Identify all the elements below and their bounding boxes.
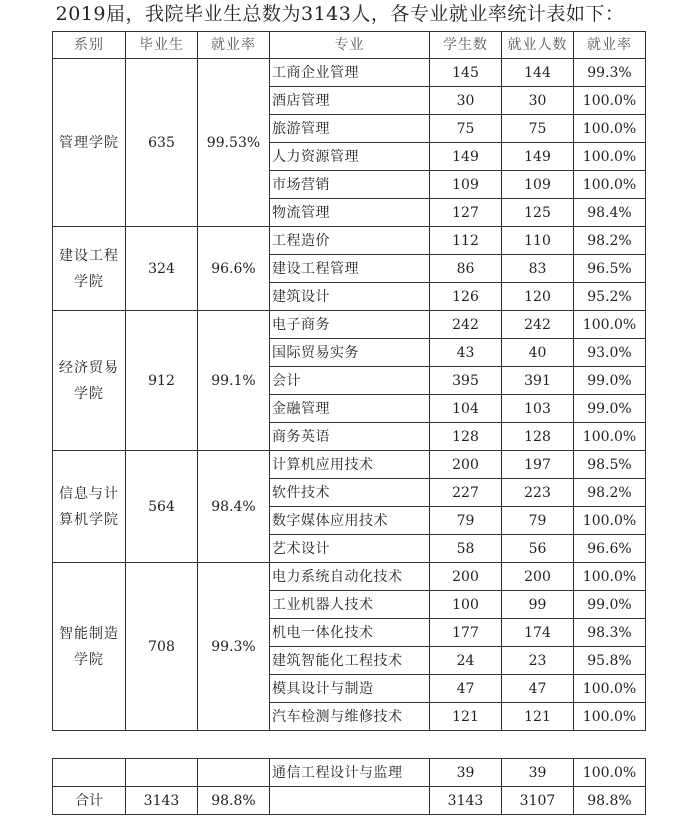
- student-count: 47: [430, 675, 502, 703]
- major-rate: 100.0%: [574, 115, 646, 143]
- major-rate: 100.0%: [574, 171, 646, 199]
- total-graduates: 3143: [126, 787, 198, 815]
- total-employed: 3107: [502, 787, 574, 815]
- table-header-row: [53, 32, 646, 59]
- employed-count: 200: [502, 563, 574, 591]
- employed-count: 120: [502, 283, 574, 311]
- department-rate: 96.6%: [198, 227, 270, 311]
- empty-cell: [126, 759, 198, 787]
- major-name: 建设工程管理: [270, 255, 430, 283]
- department-graduates: 635: [126, 59, 198, 227]
- employed-count: 23: [502, 647, 574, 675]
- employed-count: 121: [502, 703, 574, 731]
- major-rate: 100.0%: [574, 423, 646, 451]
- major-name: 工程造价: [270, 227, 430, 255]
- document-title: 2019届，我院毕业生总数为3143人，各专业就业率统计表如下：: [55, 3, 625, 25]
- student-count: 100: [430, 591, 502, 619]
- table-row: [53, 451, 646, 479]
- major-name: 人力资源管理: [270, 143, 430, 171]
- major-rate: 98.4%: [574, 199, 646, 227]
- major-rate: 98.5%: [574, 451, 646, 479]
- student-count: 43: [430, 339, 502, 367]
- major-name: 计算机应用技术: [270, 451, 430, 479]
- major-name: 电子商务: [270, 311, 430, 339]
- total-label: 合计: [53, 787, 126, 815]
- department-name: 信息与计算机学院: [53, 451, 126, 563]
- major-rate: 98.3%: [574, 619, 646, 647]
- empty-cell: [198, 759, 270, 787]
- total-students: 3143: [430, 787, 502, 815]
- major-name: 会计: [270, 367, 430, 395]
- student-count: 127: [430, 199, 502, 227]
- student-count: 177: [430, 619, 502, 647]
- major-name: 建筑智能化工程技术: [270, 647, 430, 675]
- department-name: 智能制造学院: [53, 563, 126, 731]
- employed-count: 125: [502, 199, 574, 227]
- major-name: 机电一体化技术: [270, 619, 430, 647]
- header-major: 专业: [270, 32, 430, 59]
- major-name: 数字媒体应用技术: [270, 507, 430, 535]
- employed-count: 83: [502, 255, 574, 283]
- employed-count: 39: [502, 759, 574, 787]
- student-count: 112: [430, 227, 502, 255]
- major-rate: 100.0%: [574, 507, 646, 535]
- major-rate: 100.0%: [574, 87, 646, 115]
- major-rate: 99.0%: [574, 367, 646, 395]
- employed-count: 144: [502, 59, 574, 87]
- empty-cell: [53, 759, 126, 787]
- student-count: 39: [430, 759, 502, 787]
- student-count: 104: [430, 395, 502, 423]
- employed-count: 128: [502, 423, 574, 451]
- major-name: 软件技术: [270, 479, 430, 507]
- major-name: 电力系统自动化技术: [270, 563, 430, 591]
- major-name: 模具设计与制造: [270, 675, 430, 703]
- employed-count: 174: [502, 619, 574, 647]
- student-count: 121: [430, 703, 502, 731]
- total-row: [53, 787, 646, 815]
- major-name: 市场营销: [270, 171, 430, 199]
- header-graduates: 毕业生: [126, 32, 198, 59]
- employed-count: 99: [502, 591, 574, 619]
- major-name: 工业机器人技术: [270, 591, 430, 619]
- major-rate: 93.0%: [574, 339, 646, 367]
- total-rate: 98.8%: [198, 787, 270, 815]
- student-count: 86: [430, 255, 502, 283]
- student-count: 227: [430, 479, 502, 507]
- header-major-rate: 就业率: [574, 32, 646, 59]
- department-rate: 99.53%: [198, 59, 270, 227]
- major-name: 旅游管理: [270, 115, 430, 143]
- student-count: 58: [430, 535, 502, 563]
- major-rate: 99.0%: [574, 395, 646, 423]
- major-name: 建筑设计: [270, 283, 430, 311]
- department-rate: 98.4%: [198, 451, 270, 563]
- major-name: 国际贸易实务: [270, 339, 430, 367]
- major-rate: 99.3%: [574, 59, 646, 87]
- student-count: 395: [430, 367, 502, 395]
- major-name: 工商企业管理: [270, 59, 430, 87]
- employed-count: 47: [502, 675, 574, 703]
- employed-count: 223: [502, 479, 574, 507]
- department-graduates: 912: [126, 311, 198, 451]
- employed-count: 109: [502, 171, 574, 199]
- major-rate: 100.0%: [574, 563, 646, 591]
- table-row: [53, 227, 646, 255]
- major-name: 商务英语: [270, 423, 430, 451]
- department-rate: 99.1%: [198, 311, 270, 451]
- table-row: [53, 563, 646, 591]
- student-count: 30: [430, 87, 502, 115]
- student-count: 149: [430, 143, 502, 171]
- department-name: 经济贸易学院: [53, 311, 126, 451]
- major-rate: 96.5%: [574, 255, 646, 283]
- major-name: 艺术设计: [270, 535, 430, 563]
- table-body: [53, 59, 646, 731]
- student-count: 200: [430, 563, 502, 591]
- student-count: 200: [430, 451, 502, 479]
- employed-count: 103: [502, 395, 574, 423]
- employed-count: 30: [502, 87, 574, 115]
- department-rate: 99.3%: [198, 563, 270, 731]
- major-rate: 96.6%: [574, 535, 646, 563]
- empty-cell: [270, 787, 430, 815]
- major-name: 汽车检测与维修技术: [270, 703, 430, 731]
- employed-count: 110: [502, 227, 574, 255]
- student-count: 128: [430, 423, 502, 451]
- summary-table: [52, 758, 646, 815]
- department-name: 管理学院: [53, 59, 126, 227]
- student-count: 126: [430, 283, 502, 311]
- student-count: 75: [430, 115, 502, 143]
- employed-count: 242: [502, 311, 574, 339]
- total-employment-rate: 98.8%: [574, 787, 646, 815]
- major-rate: 98.2%: [574, 479, 646, 507]
- table-row: [53, 59, 646, 87]
- department-name: 建设工程学院: [53, 227, 126, 311]
- major-rate: 100.0%: [574, 143, 646, 171]
- student-count: 24: [430, 647, 502, 675]
- employed-count: 56: [502, 535, 574, 563]
- employed-count: 197: [502, 451, 574, 479]
- student-count: 109: [430, 171, 502, 199]
- major-rate: 95.2%: [574, 283, 646, 311]
- major-rate: 100.0%: [574, 311, 646, 339]
- department-graduates: 564: [126, 451, 198, 563]
- department-graduates: 708: [126, 563, 198, 731]
- table-row: [53, 311, 646, 339]
- header-department: 系别: [53, 32, 126, 59]
- major-rate: 95.8%: [574, 647, 646, 675]
- major-name: 物流管理: [270, 199, 430, 227]
- employed-count: 40: [502, 339, 574, 367]
- header-dept-rate: 就业率: [198, 32, 270, 59]
- student-count: 79: [430, 507, 502, 535]
- department-graduates: 324: [126, 227, 198, 311]
- major-name: 金融管理: [270, 395, 430, 423]
- major-rate: 100.0%: [574, 703, 646, 731]
- major-name: 通信工程设计与监理: [270, 759, 430, 787]
- major-rate: 98.2%: [574, 227, 646, 255]
- header-employed: 就业人数: [502, 32, 574, 59]
- employed-count: 149: [502, 143, 574, 171]
- header-students: 学生数: [430, 32, 502, 59]
- major-rate: 100.0%: [574, 675, 646, 703]
- employed-count: 391: [502, 367, 574, 395]
- employed-count: 79: [502, 507, 574, 535]
- major-name: 酒店管理: [270, 87, 430, 115]
- student-count: 145: [430, 59, 502, 87]
- employed-count: 75: [502, 115, 574, 143]
- employment-table: [52, 31, 646, 731]
- extra-major-row: [53, 759, 646, 787]
- major-rate: 99.0%: [574, 591, 646, 619]
- major-rate: 100.0%: [574, 759, 646, 787]
- student-count: 242: [430, 311, 502, 339]
